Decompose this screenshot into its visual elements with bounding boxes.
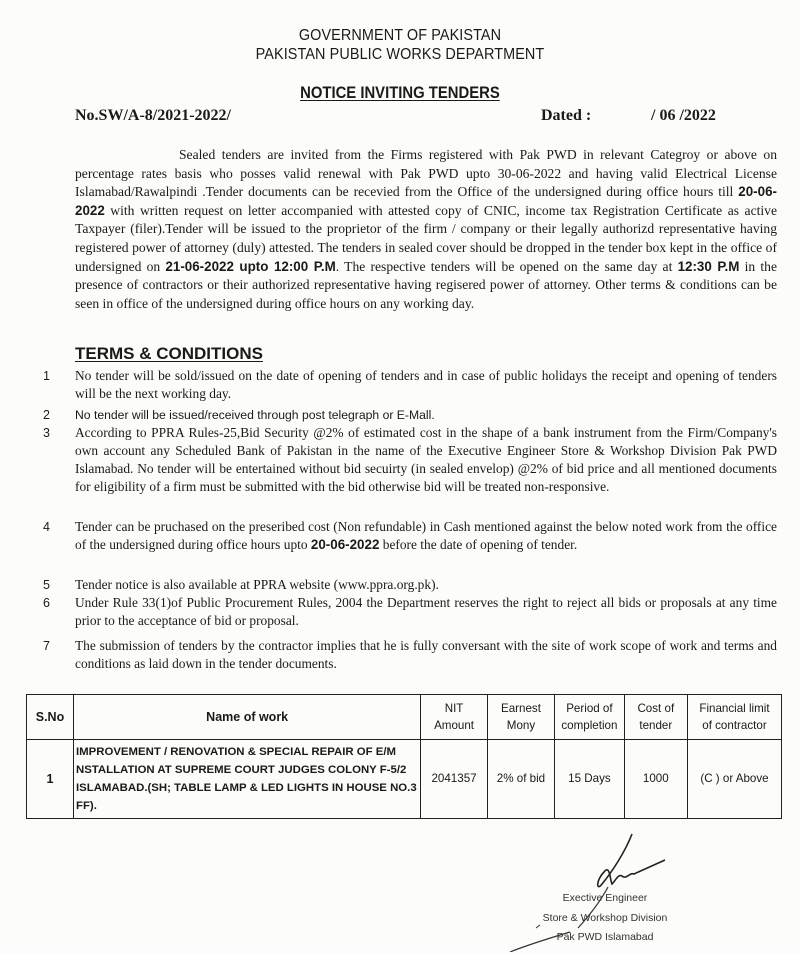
term-text: According to PPRA Rules-25,Bid Security @2% of estimated cost in the shape of a bank instrument from the Firm/Company's own account any Scheduled Bank of Pakistan in the name of the Executive Engineer Store & Workshop Division Pak PWD Islamabad. No tender will be entertained without bid secuirty (in sealed envelop) @2% of bid price and all mentioned documents for eligibility of a firm must be submitted with the bid otherwise bid will be treated non-responsive. (75, 425, 777, 494)
term-number: 1 (43, 369, 50, 383)
term-number: 3 (43, 426, 50, 440)
opening-time: 12:30 P.M (677, 258, 740, 274)
cell-name-of-work: IMPROVEMENT / RENOVATION & SPECIAL REPAIR OF E/M NSTALLATION AT SUPREME COURT JUDGES COLONY F-5/2 ISLAMABAD.(SH; TABLE LAMP & LED LIGHTS IN HOUSE NO.3 FF). (73, 740, 420, 819)
dated-value: / 06 /2022 (651, 107, 716, 124)
terms-heading: TERMS & CONDITIONS (75, 344, 263, 363)
signatory-title: Exective Engineer (562, 892, 648, 904)
government-header: GOVERNMENT OF PAKISTAN (298, 27, 502, 44)
term-text: Tender can be pruchased on the preseribed cost (Non refundable) in Cash mentioned against the below noted work from the office of the undersigned during office hours upto 20-06-2022 before the date of opening of tender. (75, 519, 777, 552)
cell-period: 15 Days (555, 740, 624, 819)
dated-label: Dated : (541, 107, 592, 124)
reference-number: No.SW/A-8/2021-2022/ (75, 107, 231, 124)
term-number: 7 (43, 639, 50, 653)
submission-deadline: 21-06-2022 upto 12:00 P.M (165, 258, 336, 274)
term-number: 5 (43, 578, 50, 592)
cell-cost: 1000 (624, 740, 687, 819)
term-text: The submission of tenders by the contractor implies that he is fully conversant with the site of work scope of work and terms and conditions as laid down in the tender documents. (75, 638, 777, 671)
term-text: Under Rule 33(1)of Public Procurement Rules, 2004 the Department reserves the right to reject all bids or proposals at any time prior to the acceptance of bid or proposal. (75, 595, 777, 628)
cell-nit-amount: 2041357 (421, 740, 487, 819)
term-text: No tender will be sold/issued on the date of opening of tenders and in case of public holidays the receipt and opening of tenders will be the next working day. (75, 368, 777, 401)
table-header-row (27, 695, 782, 740)
header-nit-amount: NIT Amount (421, 695, 487, 740)
cell-sno: 1 (27, 740, 74, 819)
term-text: Tender notice is also available at PPRA website (www.ppra.org.pk). (75, 577, 439, 592)
header-name-of-work: Name of work (73, 695, 420, 740)
notice-title: NOTICE INVITING TENDERS (300, 84, 500, 102)
intro-paragraph: Sealed tenders are invited from the Firms registered with Pak PWD in relevant Categroy or above on percentage rates basis who posses valid renewal with Pak PWD upto 30-06-2022 and having valid Electrical License Islamabad/Rawalpindi .Tender documents can be recevied from the Office of the undersigned during office hours till 20-06-2022 with written request on letter accompanied with attested copy of CNIC, income tax Registration Certificate as active Taxpayer (filer).Tender will be issued to the proprietor of the firm / company or their legally authorizd representative having registered power of attorney (duly) attested. The tenders in sealed cover should be dropped in the tender box kept in the office of undersigned on 21-06-2022 upto 12:00 P.M. The respective tenders will be opened on the same day at 12:30 P.M in the presence of contractors or their authorized representative having regisered power of attorney. Other terms & conditions can be seen in office of the undersigned during office hours on any working day. (75, 147, 777, 311)
term-number: 2 (43, 408, 50, 422)
signatory-division: Store & Workshop Division (542, 912, 668, 924)
table-row (27, 740, 782, 819)
term-text: No tender will be issued/received through post telegraph or E-Mall. (75, 408, 435, 422)
header-financial-limit: Financial limit of contractor (687, 695, 781, 740)
signatory-office: Pak PWD Islamabad (556, 931, 654, 943)
header-cost: Cost of tender (624, 695, 687, 740)
header-earnest-money: Earnest Mony (487, 695, 554, 740)
cell-earnest-money: 2% of bid (487, 740, 554, 819)
works-table (26, 694, 782, 819)
cell-financial-limit: (C ) or Above (687, 740, 781, 819)
header-period: Period of completion (555, 695, 624, 740)
term-number: 6 (43, 596, 50, 610)
documents-deadline: 20-06-2022 (75, 184, 777, 218)
term-number: 4 (43, 520, 50, 534)
department-header: PAKISTAN PUBLIC WORKS DEPARTMENT (255, 46, 545, 63)
header-sno: S.No (27, 695, 74, 740)
